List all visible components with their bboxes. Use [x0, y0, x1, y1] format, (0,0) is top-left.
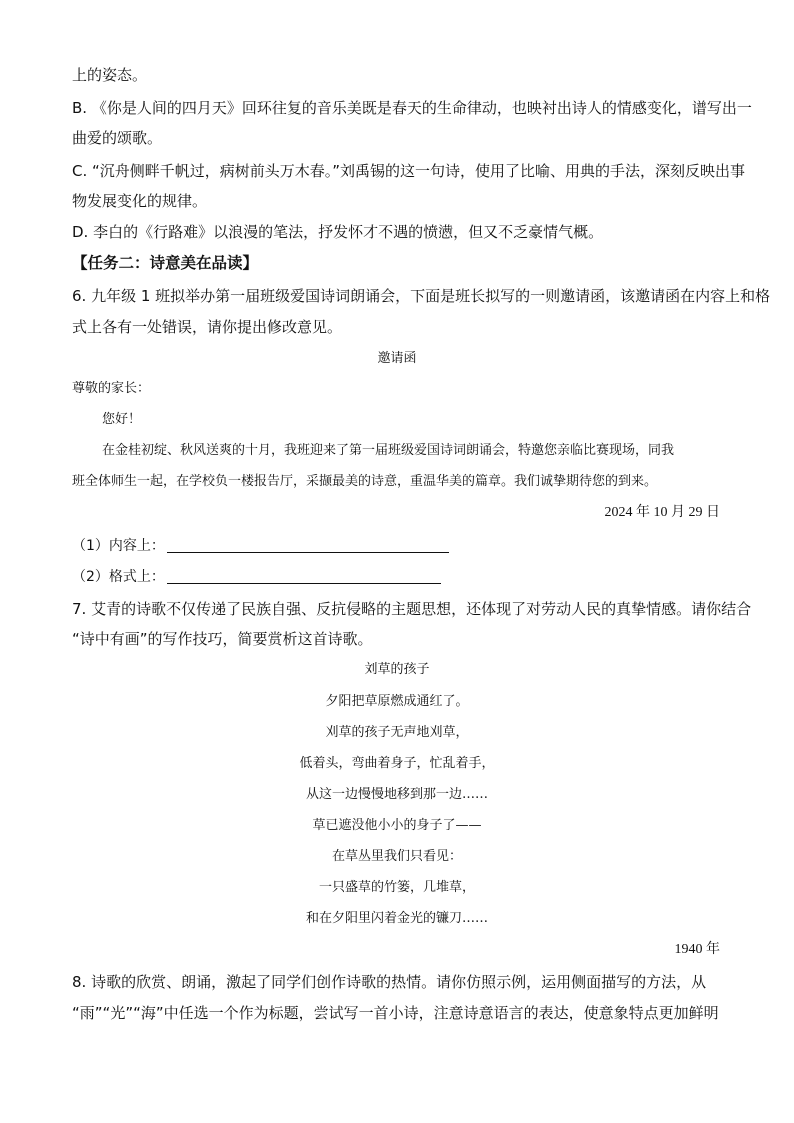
- poem-line: 夕阳把草原燃成通红了。: [325, 694, 469, 709]
- poem-line: 刈草的孩子无声地刈草，: [325, 725, 469, 740]
- invitation-body-line-1: 在金桂初绽、秋风送爽的十月，我班迎来了第一届班级爱国诗词朗诵会，特邀您亲临比赛现场，同我: [102, 443, 675, 458]
- answer-content-blank[interactable]: [167, 551, 449, 553]
- invitation-greeting: 您好！: [102, 412, 142, 427]
- text-line: 上的姿态。: [72, 66, 148, 84]
- answer-format-label: （2）格式上：: [72, 569, 165, 585]
- answer-content-row: [72, 536, 449, 556]
- option-c-line-2: 物发展变化的规律。: [72, 192, 208, 210]
- question-6-line-1: 6. 九年级 1 班拟举办第一届班级爱国诗词朗诵会，下面是班长拟写的一则邀请函，该邀请函在内容上和格: [72, 287, 771, 305]
- poem-line: 从这一边慢慢地移到那一边……: [305, 787, 488, 802]
- question-6-line-2: 式上各有一处错误，请你提出修改意见。: [72, 318, 343, 336]
- answer-format-row: [72, 567, 441, 587]
- poem-year: 1940 年: [674, 942, 720, 957]
- question-8-line-1: 8. 诗歌的欣赏、朗诵，激起了同学们创作诗歌的热情。请你仿照示例，运用侧面描写的方法，从: [72, 973, 707, 991]
- option-d-line: D. 李白的《行路难》以浪漫的笔法，抒发怀才不遇的愤懑，但又不乏豪情气概。: [72, 223, 604, 241]
- poem-line: 草已遮没他小小的身子了——: [312, 818, 482, 833]
- question-7-line-2: “诗中有画”的写作技巧，简要赏析这首诗歌。: [72, 630, 373, 648]
- answer-content-label: （1）内容上：: [72, 538, 165, 554]
- invitation-body-line-2: 班全体师生一起，在学校负一楼报告厅，采撷最美的诗意，重温华美的篇章。我们诚挚期待您的到来。: [72, 474, 658, 489]
- task-heading: 【任务二：诗意美在品读】: [72, 254, 259, 272]
- option-b-line-2: 曲爱的颂歌。: [72, 129, 163, 147]
- poem-line: 在草丛里我们只看见：: [331, 849, 462, 864]
- question-8-line-2: “雨”“光”“海”中任选一个作为标题，尝试写一首小诗，注意诗意语言的表达，使意象特点更加鲜明: [72, 1004, 719, 1022]
- invitation-date: 2024 年 10 月 29 日: [604, 505, 720, 520]
- option-b-line-1: B. 《你是人间的四月天》回环往复的音乐美既是春天的生命律动，也映衬出诗人的情感变化，谱写出一: [72, 99, 752, 117]
- poem-line: 低着头，弯曲着身子，忙乱着手，: [299, 756, 495, 771]
- invitation-title: 邀请函: [377, 351, 417, 366]
- question-7-line-1: 7. 艾青的诗歌不仅传递了民族自强、反抗侵略的主题思想，还体现了对劳动人民的真挚情感。请你结合: [72, 600, 752, 618]
- answer-format-blank[interactable]: [167, 582, 441, 584]
- poem-title: 刘草的孩子: [364, 662, 430, 677]
- invitation-salutation: 尊敬的家长：: [72, 381, 151, 396]
- poem-line: 和在夕阳里闪着金光的镰刀……: [305, 911, 488, 926]
- poem-line: 一只盛草的竹篓，几堆草，: [318, 880, 475, 895]
- option-c-line-1: C. “沉舟侧畔千帆过，病树前头万木春。”刘禹锡的这一句诗，使用了比喻、用典的手法，深刻反映出事: [72, 162, 746, 180]
